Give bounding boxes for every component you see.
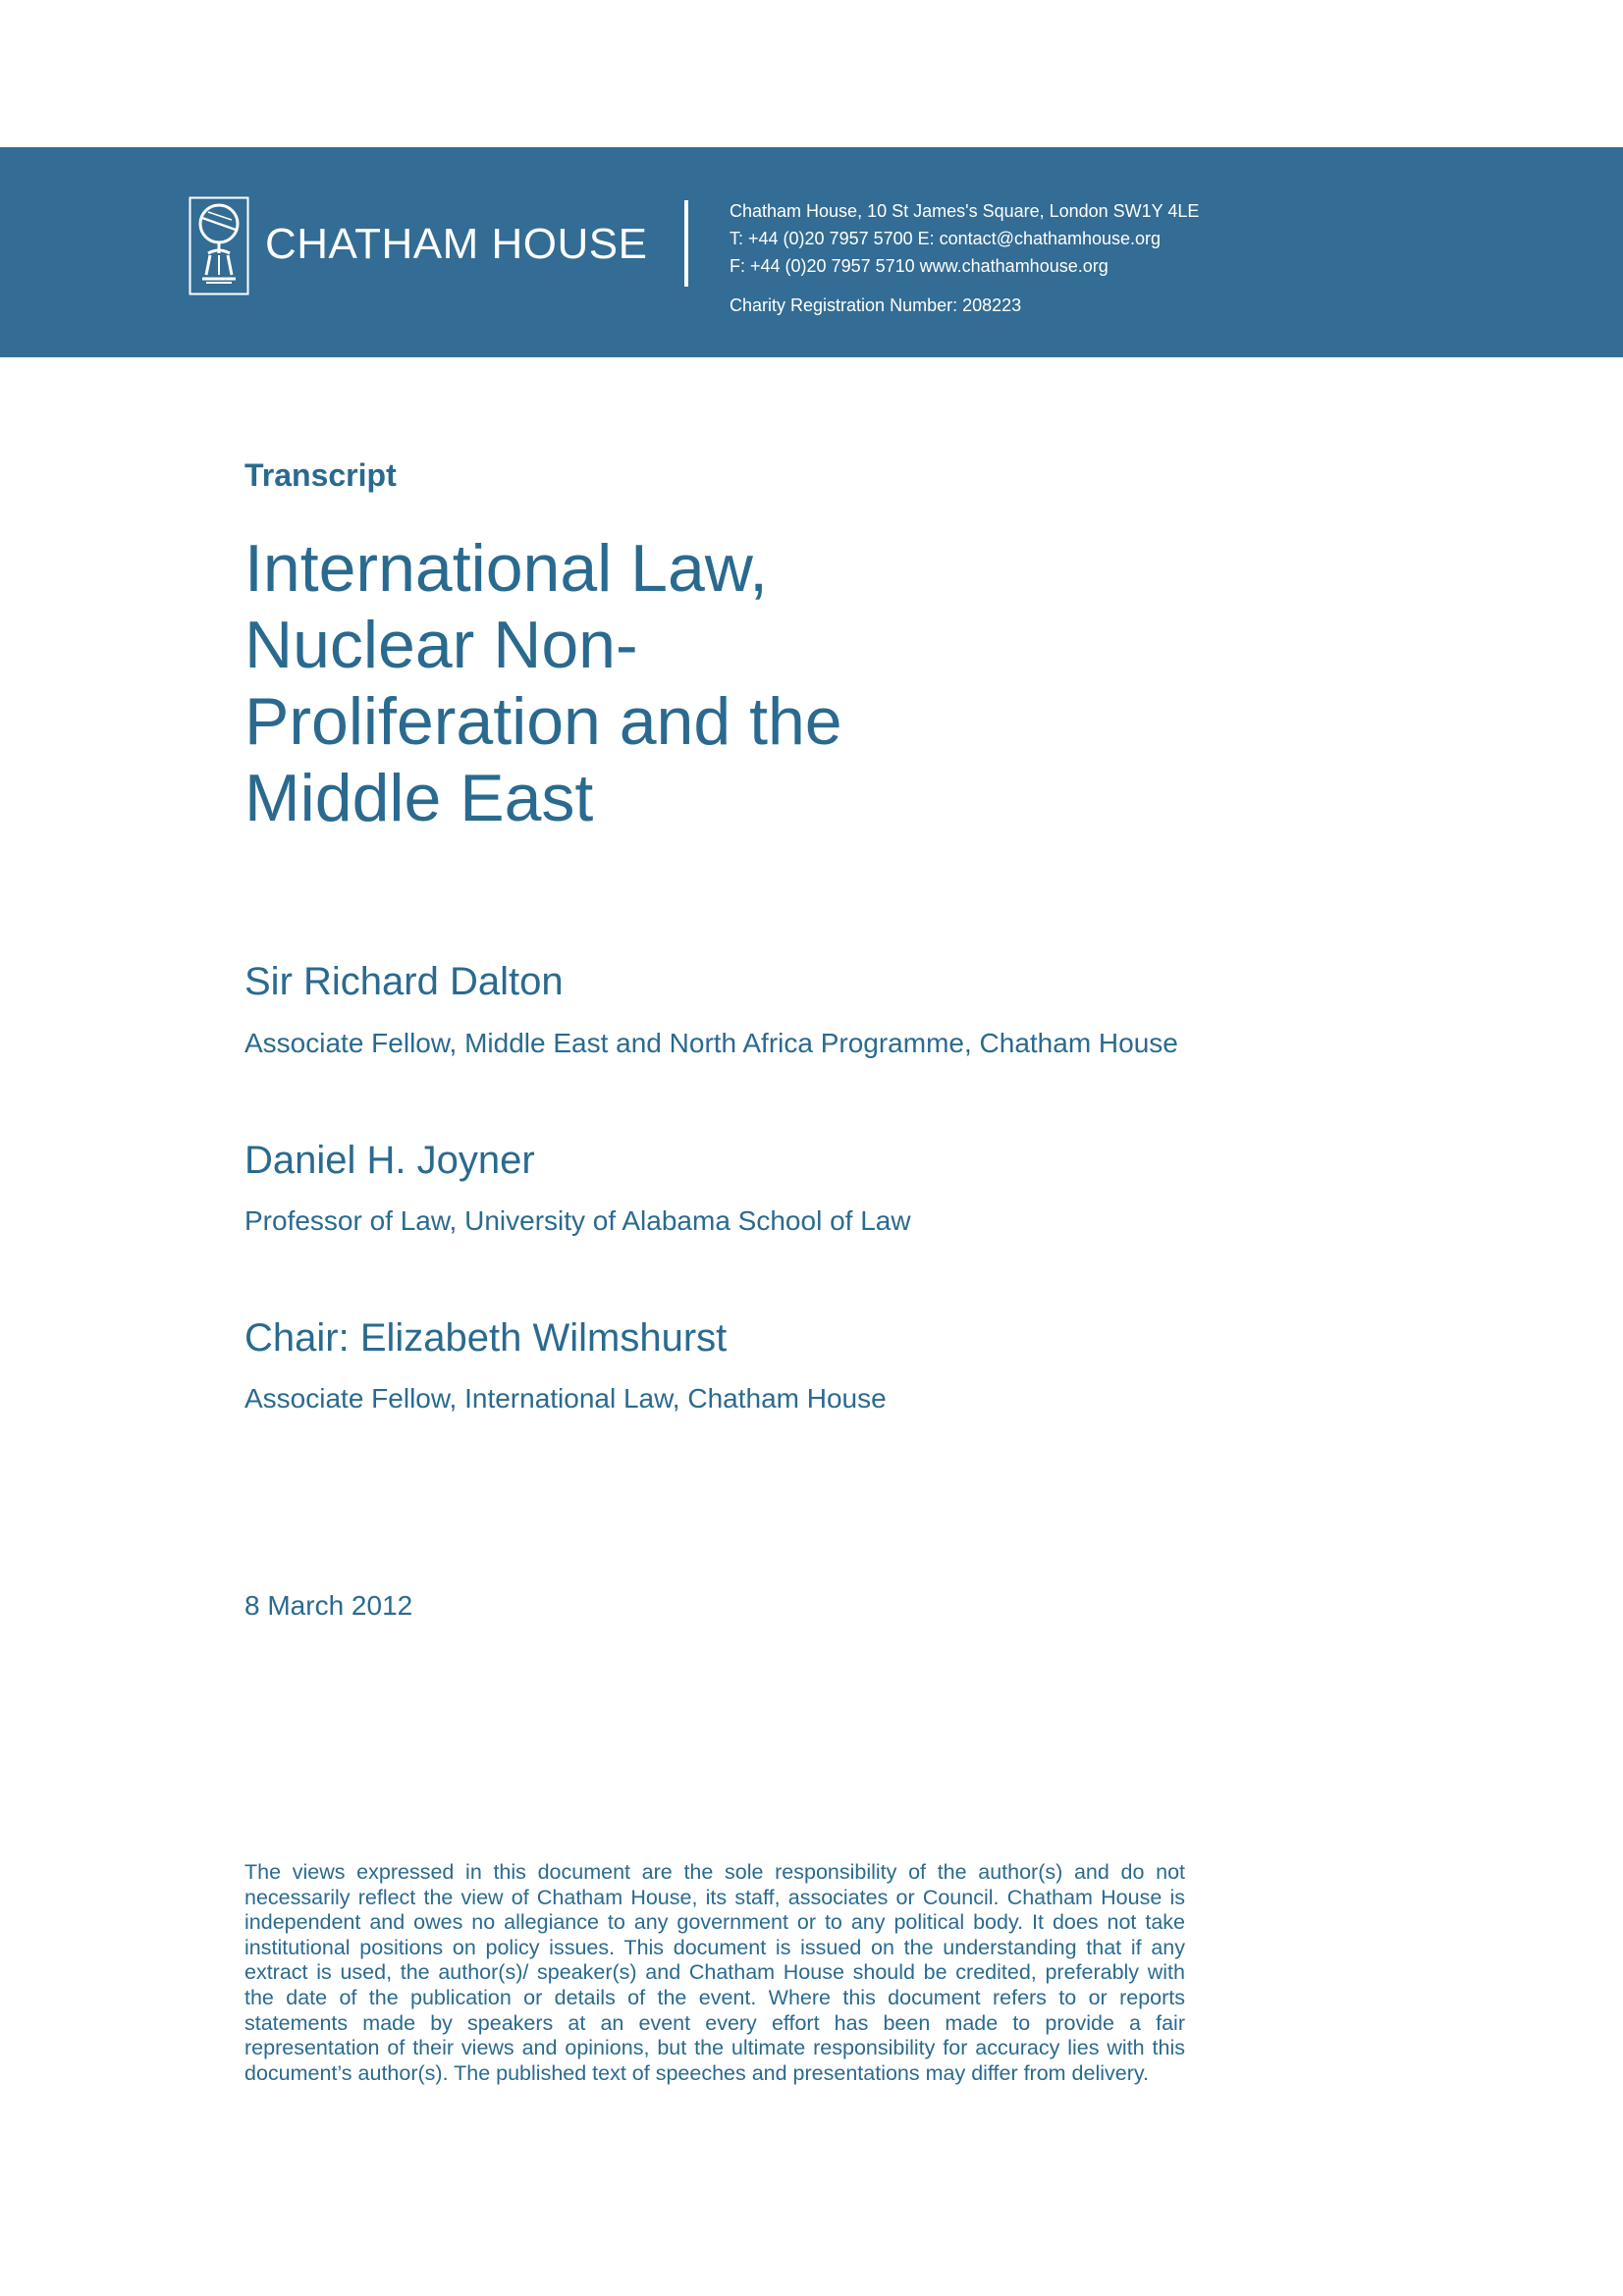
title-line: Nuclear Non- bbox=[244, 608, 638, 682]
speaker-name: Sir Richard Dalton bbox=[244, 960, 564, 1003]
speaker-role: Professor of Law, University of Alabama School of Law bbox=[244, 1205, 911, 1236]
event-date: 8 March 2012 bbox=[244, 1590, 413, 1621]
speaker-role: Associate Fellow, Middle East and North Africa Programme, Chatham House bbox=[244, 1028, 1178, 1058]
title-line: Middle East bbox=[244, 761, 594, 835]
chatham-house-logo-icon bbox=[189, 196, 249, 295]
logo-wordmark: CHATHAM HOUSE bbox=[265, 220, 648, 268]
address-name: Chatham House bbox=[730, 201, 858, 221]
document-type-label: Transcript bbox=[244, 457, 397, 493]
header-divider bbox=[684, 200, 688, 287]
chair-name: Chair: Elizabeth Wilmshurst bbox=[244, 1316, 728, 1360]
title-line: International Law, bbox=[244, 531, 769, 606]
address-text: , 10 St James's Square, London SW1Y 4LE bbox=[857, 201, 1200, 221]
document-title bbox=[244, 530, 991, 836]
fax-line: F: +44 (0)20 7957 5710 www.chathamhouse.org bbox=[730, 256, 1109, 276]
address-line bbox=[730, 201, 1199, 222]
chair-role: Associate Fellow, International Law, Chatham House bbox=[244, 1383, 887, 1414]
disclaimer-text: The views expressed in this document are the sole responsibility of the author(s) and do not necessarily reflect the view of Chatham House, its staff, associates or Council. Chatham House is independent and owes no allegiance to any government or to any political body. It does not take institutional positions on policy issues. This document is issued on the understanding that if any extract is used, the author(s)/ speaker(s) and Chatham House should be credited, preferably with the date of the publication or details of the event. Where this document refers to or reports statements made by speakers at an event every effort has been made to provide a fair representation of their views and opinions, but the ultimate responsibility for accuracy lies with this document’s author(s). The published text of speeches and presentations may differ from delivery. bbox=[244, 1860, 1185, 2085]
phone-line: T: +44 (0)20 7957 5700 E: contact@chathamhouse.org bbox=[730, 229, 1162, 248]
speaker-name: Daniel H. Joyner bbox=[244, 1139, 535, 1182]
charity-line: Charity Registration Number: 208223 bbox=[730, 295, 1022, 315]
title-line: Proliferation and the bbox=[244, 684, 842, 759]
